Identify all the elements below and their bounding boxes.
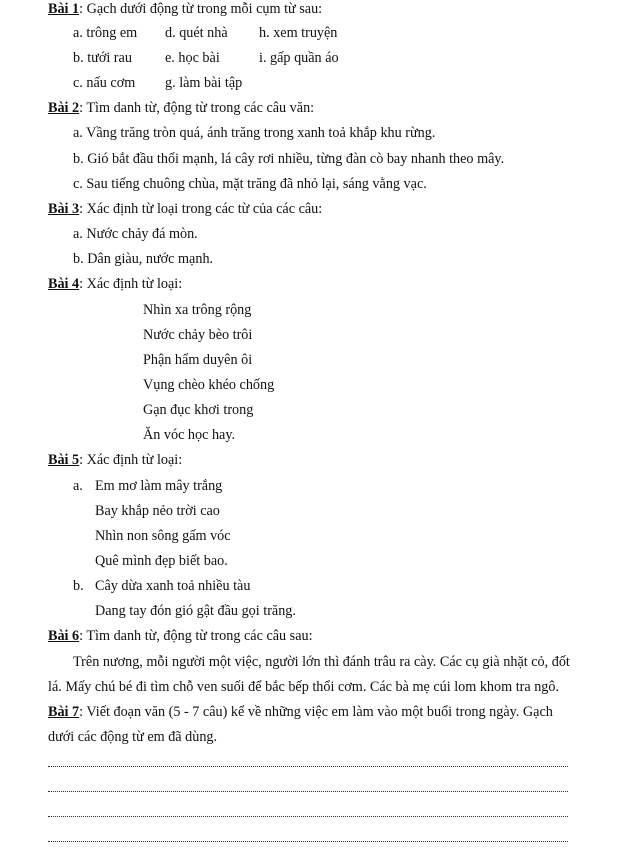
bai1-item: c. nấu cơm <box>73 75 136 91</box>
answer-line[interactable] <box>48 814 568 817</box>
bai5-heading <box>48 451 182 469</box>
bai3-item-b: b. Dân giàu, nước mạnh. <box>73 251 214 267</box>
bai4-heading <box>48 275 182 293</box>
bai3-prompt: : Xác định từ loại trong các từ của các câu: <box>79 201 323 217</box>
bai5-a-label: a. <box>73 478 83 494</box>
bai5-title: Bài 5 <box>48 452 80 468</box>
bai1-item: d. quét nhà <box>165 25 228 41</box>
bai3-heading <box>48 200 322 218</box>
bai7-heading <box>48 703 553 721</box>
bai2-item-a: a. Vầng trăng tròn quá, ánh trăng trong xanh toả khắp khu rừng. <box>73 125 436 141</box>
bai2-heading <box>48 99 314 117</box>
bai3-item-a: a. Nước chảy đá mòn. <box>73 226 198 242</box>
bai1-item: b. tưới rau <box>73 50 132 66</box>
bai4-poem-line: Nước chảy bèo trôi <box>143 327 253 343</box>
bai5-b-line: Dang tay đón gió gật đầu gọi trăng. <box>95 603 296 619</box>
bai1-item: e. học bài <box>165 50 220 66</box>
bai1-item: i. gấp quần áo <box>259 50 339 66</box>
bai1-title: Bài 1 <box>48 1 80 17</box>
bai2-item-b: b. Gió bắt đầu thổi mạnh, lá cây rơi nhiều, từng đàn cò bay nhanh theo mây. <box>73 151 505 167</box>
bai1-heading <box>48 0 322 18</box>
bai4-poem-line: Phận hẩm duyên ôi <box>143 352 253 368</box>
bai5-a-line: Nhìn non sông gấm vóc <box>95 528 231 544</box>
bai3-title: Bài 3 <box>48 201 80 217</box>
bai5-b-line: Cây dừa xanh toả nhiều tàu <box>95 578 251 594</box>
bai5-a-line: Em mơ làm mây trắng <box>95 478 223 494</box>
bai4-poem-line: Vụng chèo khéo chống <box>143 377 275 393</box>
bai1-item: g. làm bài tập <box>165 75 243 91</box>
bai5-a-line: Bay khắp nẻo trời cao <box>95 503 220 519</box>
bai1-item: h. xem truyện <box>259 25 338 41</box>
bai5-a-line: Quê mình đẹp biết bao. <box>95 553 228 569</box>
answer-line[interactable] <box>48 764 568 767</box>
answer-line[interactable] <box>48 839 568 842</box>
bai7-prompt-line-2: dưới các động từ em đã dùng. <box>48 729 218 745</box>
bai2-prompt: : Tìm danh từ, động từ trong các câu văn: <box>79 100 315 116</box>
bai5-prompt: : Xác định từ loại: <box>79 452 183 468</box>
bai4-poem-line: Nhìn xa trông rộng <box>143 302 252 318</box>
bai4-poem-line: Gạn đục khơi trong <box>143 402 254 418</box>
bai6-heading <box>48 627 313 645</box>
bai4-poem-line: Ăn vóc học hay. <box>143 427 236 443</box>
bai1-prompt: : Gạch dưới động từ trong mỗi cụm từ sau: <box>79 1 323 17</box>
bai2-title: Bài 2 <box>48 100 80 116</box>
bai6-prompt: : Tìm danh từ, động từ trong các câu sau: <box>79 628 313 644</box>
bai7-prompt: : Viết đoạn văn (5 - 7 câu) kể về những việc em làm vào một buổi trong ngày. Gạch <box>79 704 553 720</box>
bai4-title: Bài 4 <box>48 276 80 292</box>
bai7-title: Bài 7 <box>48 704 80 720</box>
answer-line[interactable] <box>48 789 568 792</box>
bai1-item: a. trông em <box>73 25 138 41</box>
bai6-paragraph-line-2: lá. Mấy chú bé đi tìm chỗ ven suối để bắc bếp thổi cơm. Các bà mẹ cúi lom khom tra ngô. <box>48 679 560 695</box>
bai2-item-c: c. Sau tiếng chuông chùa, mặt trăng đã nhỏ lại, sáng vằng vạc. <box>73 176 427 192</box>
bai4-prompt: : Xác định từ loại: <box>79 276 183 292</box>
bai6-title: Bài 6 <box>48 628 80 644</box>
bai5-b-label: b. <box>73 578 84 594</box>
bai6-paragraph-line-1: Trên nương, mỗi người một việc, người lớn thì đánh trâu ra cày. Các cụ già nhặt cỏ, đốt <box>73 654 570 670</box>
